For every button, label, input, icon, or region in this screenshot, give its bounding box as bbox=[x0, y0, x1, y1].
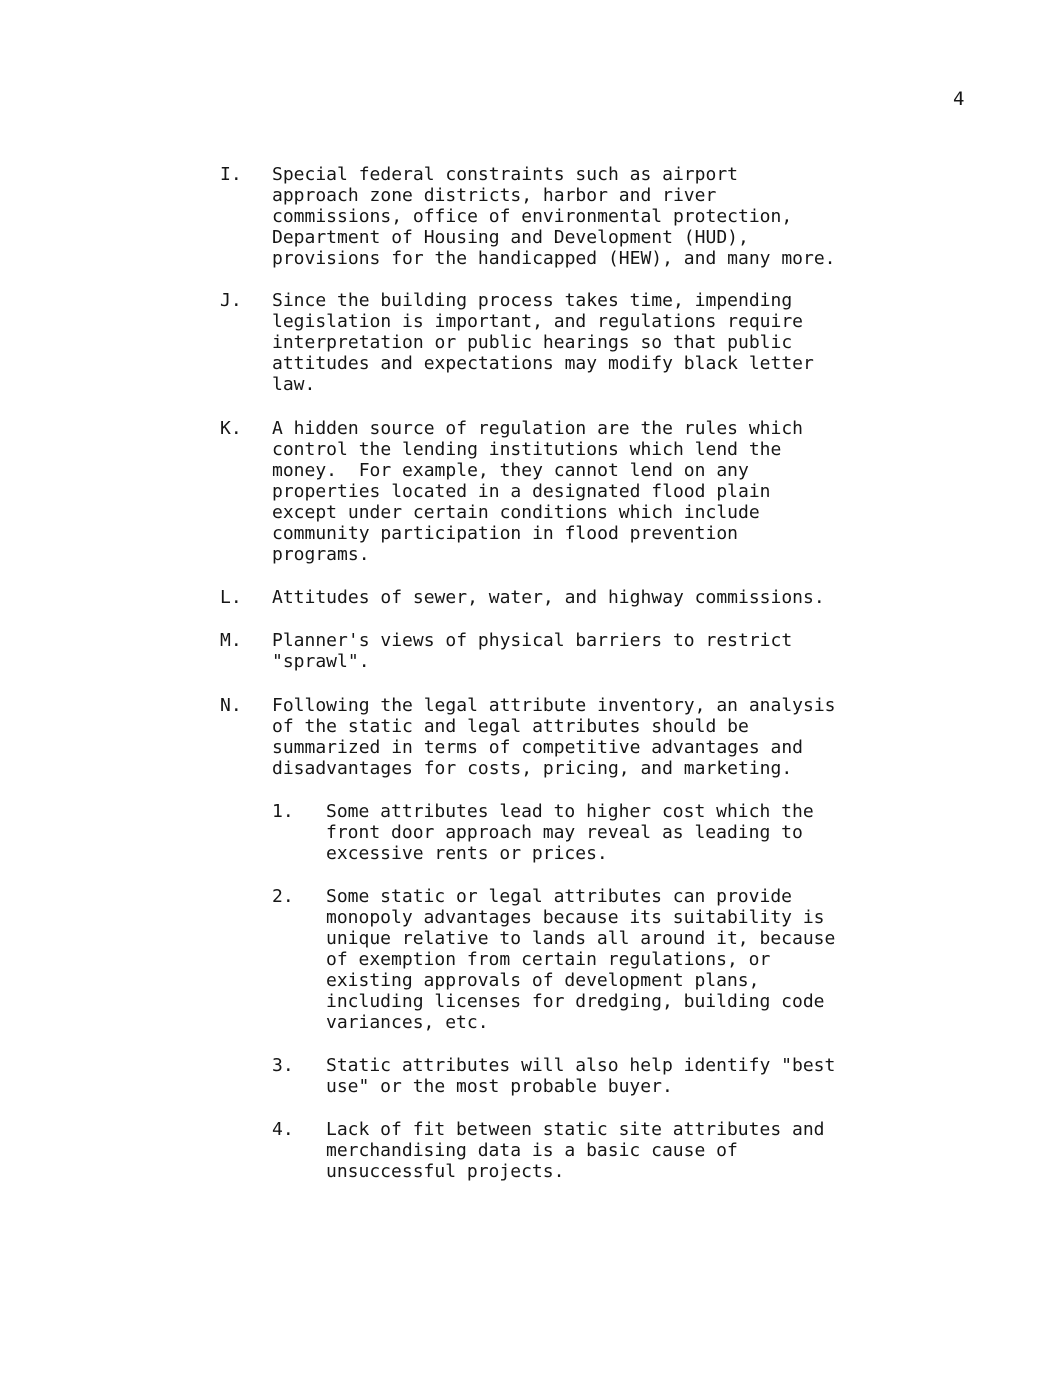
item-text bbox=[272, 418, 972, 565]
text-line: of the static and legal attributes should be bbox=[272, 716, 749, 737]
sub-item-marker: 1. bbox=[272, 801, 294, 822]
sub-item-marker: 4. bbox=[272, 1119, 294, 1140]
sub-item-text bbox=[326, 801, 976, 864]
item-text bbox=[272, 695, 972, 779]
text-line: of exemption from certain regulations, or bbox=[326, 949, 771, 970]
item-marker: M. bbox=[220, 630, 242, 651]
text-line: merchandising data is a basic cause of bbox=[326, 1140, 738, 1161]
text-line: attitudes and expectations may modify black letter bbox=[272, 353, 814, 374]
text-line: money. For example, they cannot lend on any bbox=[272, 460, 749, 481]
item-marker: I. bbox=[220, 164, 242, 185]
text-line: community participation in flood prevention bbox=[272, 523, 738, 544]
sub-item-marker: 2. bbox=[272, 886, 294, 907]
text-line: variances, etc. bbox=[326, 1012, 489, 1033]
text-line: commissions, office of environmental protection, bbox=[272, 206, 793, 227]
text-line: interpretation or public hearings so that public bbox=[272, 332, 793, 353]
text-line: programs. bbox=[272, 544, 370, 565]
text-line: Following the legal attribute inventory, an analysis bbox=[272, 695, 836, 716]
text-line: A hidden source of regulation are the rules which bbox=[272, 418, 804, 439]
item-marker: L. bbox=[220, 587, 242, 608]
text-line: monopoly advantages because its suitability is bbox=[326, 907, 825, 928]
text-line: Special federal constraints such as airport bbox=[272, 164, 738, 185]
item-marker: N. bbox=[220, 695, 242, 716]
text-line: including licenses for dredging, building code bbox=[326, 991, 825, 1012]
text-line: control the lending institutions which lend the bbox=[272, 439, 782, 460]
text-line: Some attributes lead to higher cost which the bbox=[326, 801, 814, 822]
text-line: unique relative to lands all around it, because bbox=[326, 928, 836, 949]
sub-item-text bbox=[326, 886, 976, 1033]
text-line: except under certain conditions which include bbox=[272, 502, 760, 523]
text-line: Some static or legal attributes can provide bbox=[326, 886, 792, 907]
text-line: Since the building process takes time, impending bbox=[272, 290, 793, 311]
page-number: 4 bbox=[953, 88, 965, 110]
text-line: disadvantages for costs, pricing, and marketing. bbox=[272, 758, 793, 779]
text-line: properties located in a designated flood plain bbox=[272, 481, 771, 502]
text-line: approach zone districts, harbor and river bbox=[272, 185, 717, 206]
sub-item-text bbox=[326, 1119, 976, 1182]
text-line: front door approach may reveal as leading to bbox=[326, 822, 803, 843]
text-line: Lack of fit between static site attributes and bbox=[326, 1119, 825, 1140]
item-text bbox=[272, 630, 972, 672]
item-text bbox=[272, 290, 972, 395]
item-marker: J. bbox=[220, 290, 242, 311]
item-marker: K. bbox=[220, 418, 242, 439]
text-line: existing approvals of development plans, bbox=[326, 970, 760, 991]
text-line: use" or the most probable buyer. bbox=[326, 1076, 673, 1097]
text-line: Static attributes will also help identify "best bbox=[326, 1055, 836, 1076]
text-line: Planner's views of physical barriers to restrict bbox=[272, 630, 793, 651]
sub-item-marker: 3. bbox=[272, 1055, 294, 1076]
text-line: "sprawl". bbox=[272, 651, 370, 672]
sub-item-text bbox=[326, 1055, 976, 1097]
text-line: Department of Housing and Development (HUD), bbox=[272, 227, 749, 248]
text-line: legislation is important, and regulations require bbox=[272, 311, 804, 332]
item-text bbox=[272, 164, 972, 269]
text-line: unsuccessful projects. bbox=[326, 1161, 565, 1182]
text-line: law. bbox=[272, 374, 316, 395]
text-line: excessive rents or prices. bbox=[326, 843, 608, 864]
item-text bbox=[272, 587, 972, 608]
text-line: provisions for the handicapped (HEW), and many more. bbox=[272, 248, 836, 269]
text-line: summarized in terms of competitive advantages and bbox=[272, 737, 804, 758]
text-line: Attitudes of sewer, water, and highway commissions. bbox=[272, 587, 825, 608]
